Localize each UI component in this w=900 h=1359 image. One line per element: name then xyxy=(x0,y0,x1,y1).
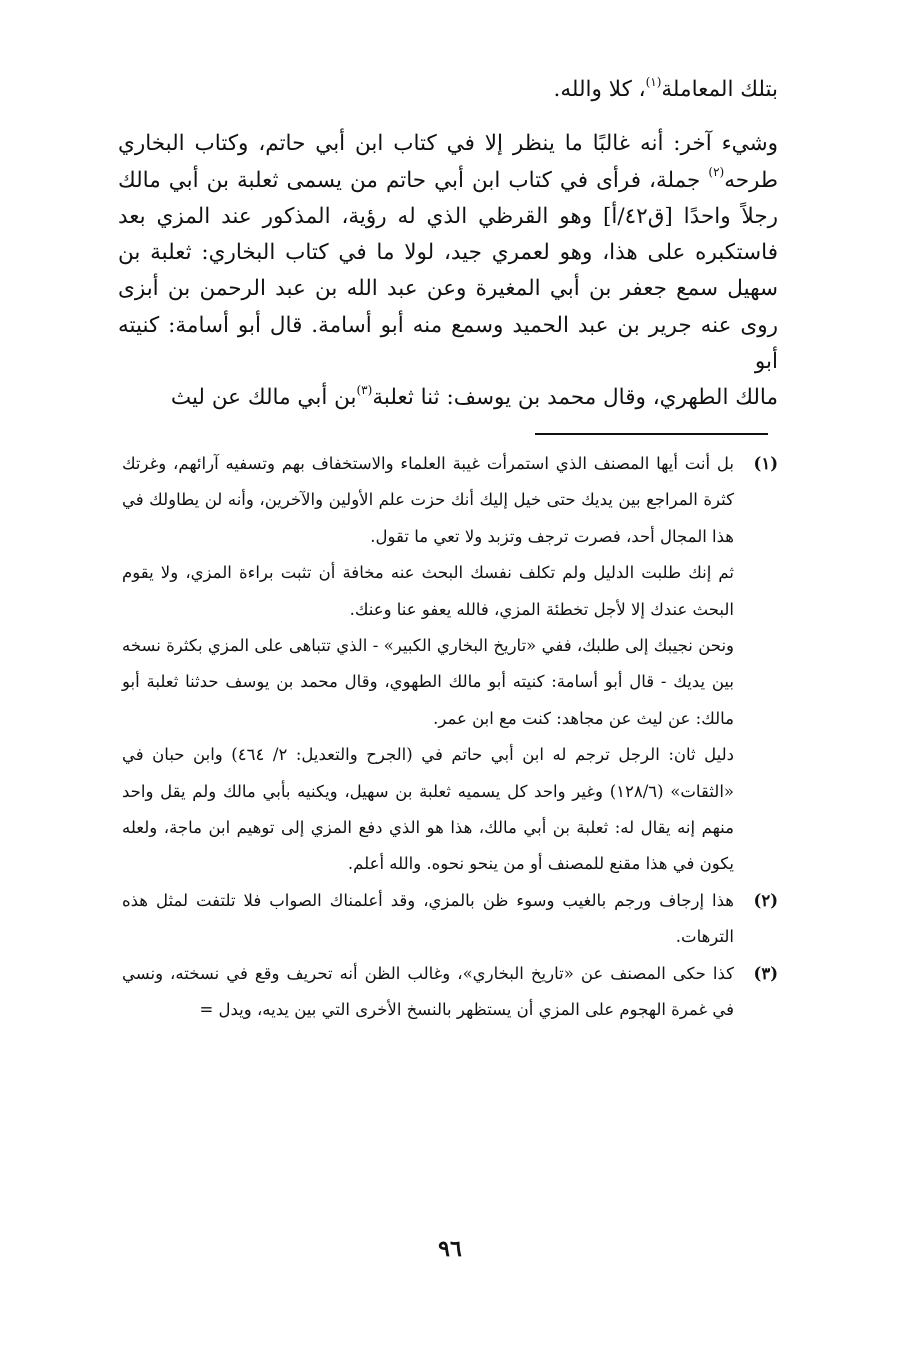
main-first-line: بتلك المعاملة$^{(١)}$، كلا والله. xyxy=(553,74,778,102)
footnote-paragraph: كذا حكى المصنف عن «تاريخ البخاري»، وغالب الظن أنه تحريف وقع في نسخته، ونسي في غمرة الهجوم على المزي أن يستظهر بالنسخ الأخرى التي بين يديه، ويدل = xyxy=(122,963,734,1020)
footnote-separator xyxy=(535,433,768,435)
main-text xyxy=(118,72,778,417)
footnote-paragraph: ثم إنك طلبت الدليل ولم تكلف نفسك البحث عنه مخافة أن تثبت براءة المزي، ولا يقوم البحث عندك إلا لأجل تخطئة المزي، فالله يعفو عنا وعنك. xyxy=(122,563,734,619)
main-paragraph: وشيء آخر: أنه غالبًا ما ينظر إلا في كتاب ابن أبي حاتم، وكتاب البخاري طرحه$^{(٢)}$ جملة، فرأى في كتاب ابن أبي حاتم من يسمى ثعلبة بن أبي مالك رجلاً واحدًا [ق٤٢/أ] وهو القرظي الذي له رؤية، المذكور عند المزي بعد فاستكبره على هذا، وهو لعمري جيد، لولا ما في كتاب البخاري: ثعلبة بن سهيل سمع جعفر بن أبي المغيرة وعن عبد الله بن عبد الرحمن بن أبزى روى عنه جرير بن عبد الحميد وسمع منه أبو أسامة. قال أبو أسامة: كنيته أبو مالك الطهري، وقال محمد بن يوسف: ثنا ثعلبة$^{(٣)}$بن أبي مالك عن ليث xyxy=(118,126,778,416)
main-paragraph-last-line: مالك الطهري، وقال محمد بن يوسف: ثنا ثعلبة$^{(٣)}$بن أبي مالك عن ليث xyxy=(170,383,778,411)
page-number: ٩٦ xyxy=(438,1236,462,1262)
footnote-number: (١) xyxy=(753,454,778,473)
footnote-paragraph: هذا إرجاف ورجم بالغيب وسوء ظن بالمزي، وقد أعلمناك الصواب فلا تلتفت لمثل هذه الترهات. xyxy=(122,890,734,947)
footnote-paragraph: دليل ثان: الرجل ترجم له ابن أبي حاتم في (الجرح والتعديل: ٢/ ٤٦٤) وابن حبان في «الثقات» (١٢٨/٦) وغير واحد كل يسميه ثعلبة بن سهيل، ويكنيه بأبي مالك ولم يقل واحد منهم إنه يقال له: ثعلبة بن أبي مالك، هذا هو الذي دفع المزي إلى توهيم ابن ماجة، ولعله يكون في هذا مقنع للمصنف أو من ينحو نحوه. والله أعلم. xyxy=(122,745,735,874)
footnote-marker-3: (٣) xyxy=(356,383,373,398)
footnote-marker-2: (٢) xyxy=(708,165,725,180)
footnote-number: (٢) xyxy=(753,890,778,910)
footnote-number: (٣) xyxy=(753,963,778,983)
footnote-marker-1: (١) xyxy=(645,74,662,89)
footnote-paragraph: بل أنت أيها المصنف الذي استمرأت غيبة العلماء والاستخفاف بهم وتسفيه آرائهم، وغرتك كثرة المراجع بين يديك حتى خيل إليك أنك حزت علم الأولين والآخرين، وأنه لن يطاولك في هذا المجال أحد، فصرت ترجف وتزبد ولا تعي ما تقول. xyxy=(122,454,734,546)
footnote-3 xyxy=(122,956,778,1029)
footnotes xyxy=(122,446,778,1029)
footnote-paragraph: ونحن نجيبك إلى طلبك، ففي «تاريخ البخاري الكبير» - الذي تتباهى على المزي بكثرة نسخه بين يديك - قال أبو أسامة: كنيته أبو مالك الطهوي، وقال محمد بن يوسف حدثنا ثعلبة أبو مالك: عن ليث عن مجاهد: كنت مع ابن عمر. xyxy=(122,636,734,728)
footnote-1 xyxy=(122,446,778,883)
footnote-2 xyxy=(122,883,778,956)
